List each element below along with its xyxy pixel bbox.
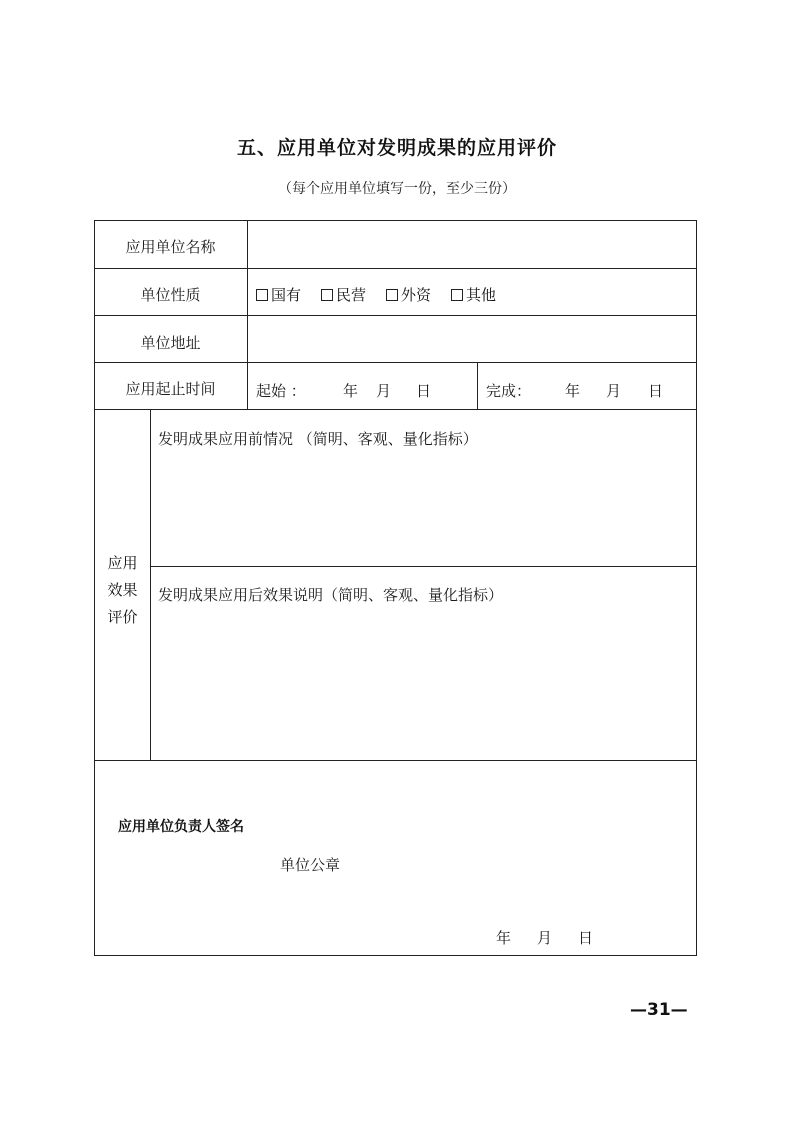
finish-label: 完成：	[486, 382, 532, 400]
page-title: 五、应用单位对发明成果的应用评价	[236, 137, 557, 159]
finish-month: 月	[606, 382, 622, 400]
column-divider	[150, 409, 151, 760]
unit-name-field[interactable]	[250, 222, 694, 266]
row-divider	[150, 566, 697, 567]
unit-address-field[interactable]	[250, 317, 694, 361]
row-divider	[94, 409, 697, 410]
row-divider	[94, 268, 697, 269]
option-state-owned[interactable]: 国有	[256, 284, 301, 305]
unit-nature-label: 单位性质	[140, 286, 201, 304]
checkbox-icon[interactable]	[386, 289, 398, 301]
row-divider	[94, 760, 697, 761]
checkbox-icon[interactable]	[451, 289, 463, 301]
option-private[interactable]: 民营	[321, 284, 366, 305]
unit-address-label: 单位地址	[140, 334, 201, 352]
checkbox-icon[interactable]	[321, 289, 333, 301]
signature-year: 年	[496, 929, 512, 947]
evaluation-label: 应用 效果 评价	[107, 554, 138, 626]
period-label: 应用起止时间	[125, 380, 216, 398]
option-other[interactable]: 其他	[451, 284, 496, 305]
before-application-label: 发明成果应用前情况 （简明、客观、量化指标）	[158, 430, 478, 448]
option-foreign[interactable]: 外资	[386, 284, 431, 305]
start-year: 年	[343, 382, 359, 400]
start-day: 日	[416, 382, 432, 400]
checkbox-icon[interactable]	[256, 289, 268, 301]
start-label: 起始 ：	[256, 382, 306, 400]
row-divider	[94, 362, 697, 363]
after-application-field[interactable]	[153, 608, 694, 758]
page-number: —31—	[630, 1000, 688, 1020]
seal-label: 单位公章	[280, 856, 341, 874]
unit-nature-options	[256, 284, 496, 305]
before-application-field[interactable]	[153, 452, 694, 564]
page-subtitle: （每个应用单位填写一份，至少三份）	[278, 181, 516, 197]
row-divider	[94, 315, 697, 316]
start-month: 月	[376, 382, 392, 400]
finish-year: 年	[565, 382, 581, 400]
unit-name-label: 应用单位名称	[125, 238, 216, 256]
after-application-label: 发明成果应用后效果说明（简明、客观、量化指标）	[158, 586, 504, 604]
signature-label: 应用单位负责人签名	[118, 819, 244, 835]
column-divider	[247, 220, 248, 409]
finish-day: 日	[648, 382, 664, 400]
column-divider	[477, 362, 478, 409]
signature-day: 日	[578, 929, 594, 947]
signature-month: 月	[537, 929, 553, 947]
